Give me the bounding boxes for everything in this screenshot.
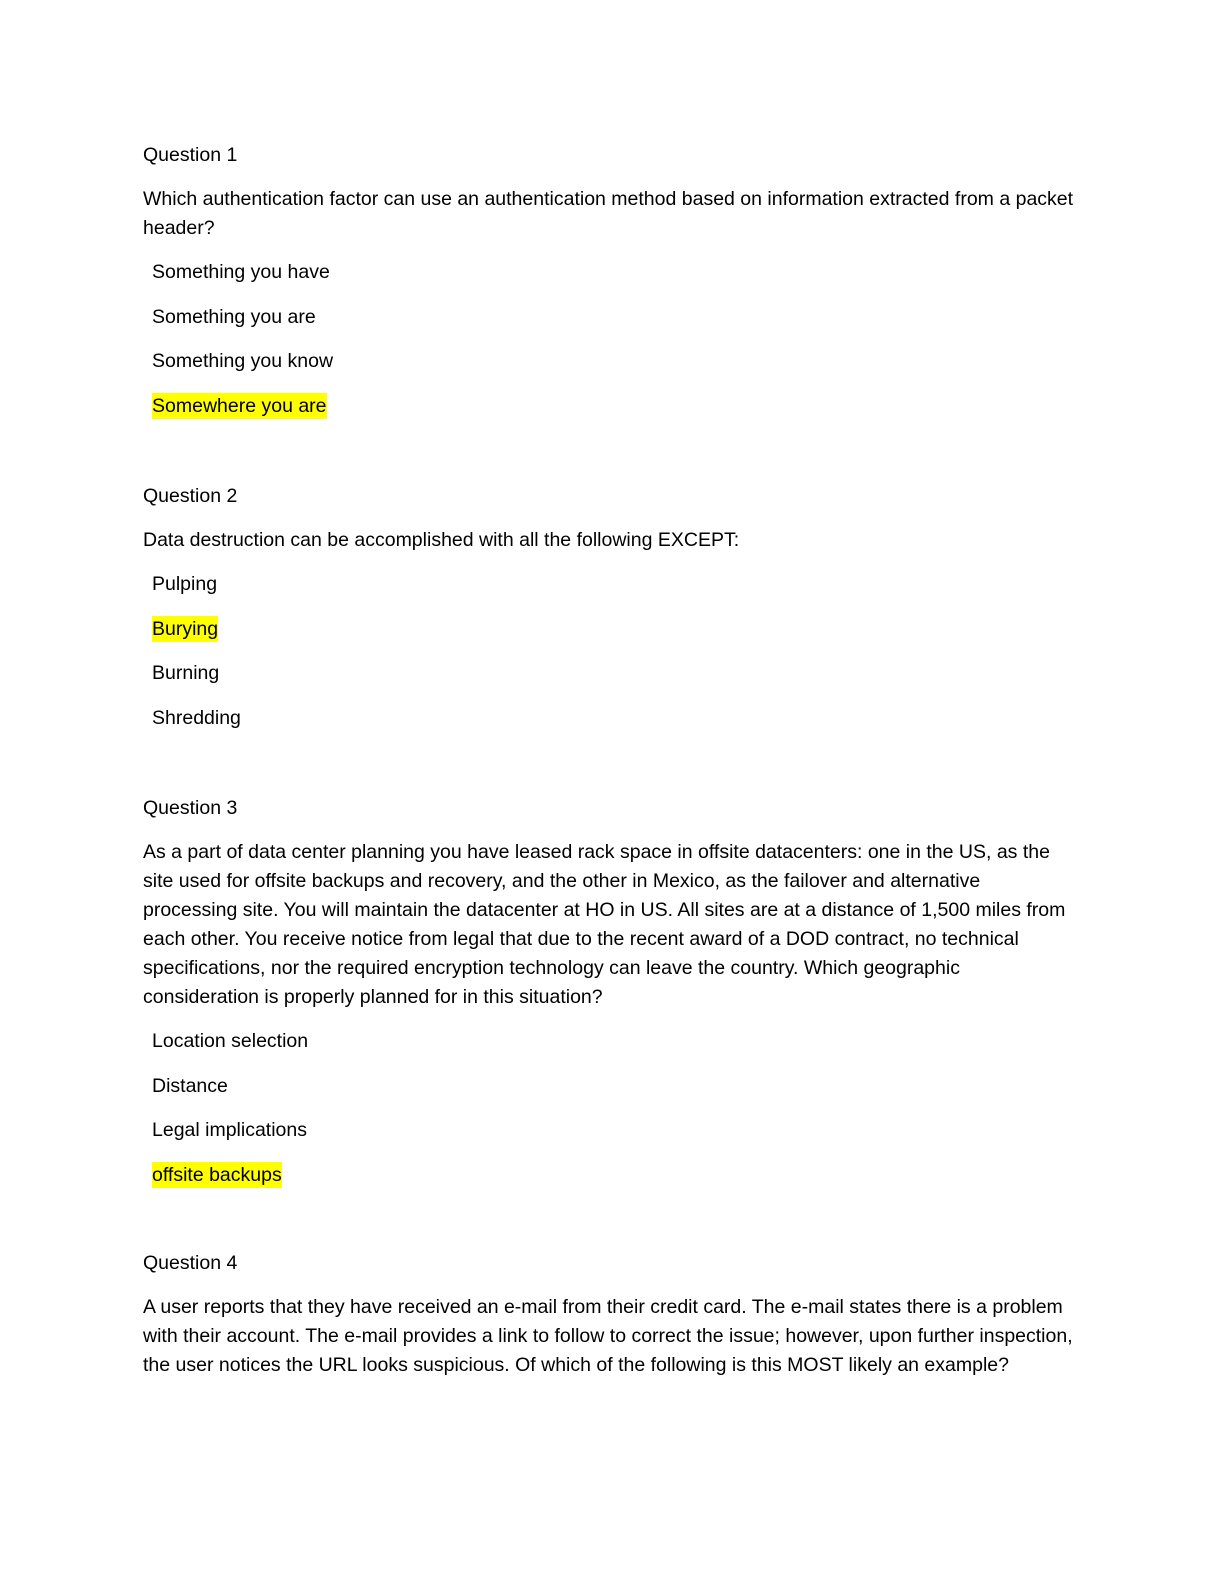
question-title: Question 1 bbox=[143, 144, 238, 166]
answer-option-label: Legal implications bbox=[152, 1119, 308, 1141]
question-text: A user reports that they have received an e-mail from their credit card. The e-mail states there is a problem with their account. The e-mail provides a link to follow to correct the issue; however, upon further inspection, the user notices the URL looks suspicious. Of which of the following is this MOST likely an example? bbox=[143, 1296, 1073, 1376]
answer-options bbox=[143, 1027, 1078, 1190]
answer-option-highlighted bbox=[143, 1161, 1078, 1190]
answer-option-label: Pulping bbox=[152, 573, 218, 595]
answer-option bbox=[143, 704, 1078, 733]
answer-option bbox=[143, 570, 1078, 599]
answer-option bbox=[143, 303, 1078, 332]
answer-option bbox=[143, 258, 1078, 287]
answer-option-label: Something you have bbox=[152, 261, 330, 283]
answer-option-label: Burying bbox=[152, 617, 219, 640]
question-text: Data destruction can be accomplished with all the following EXCEPT: bbox=[143, 529, 740, 551]
answer-option bbox=[143, 1072, 1078, 1101]
answer-option-label: Shredding bbox=[152, 706, 241, 729]
question-4 bbox=[143, 1249, 1078, 1380]
question-text: Which authentication factor can use an authentication method based on information extracted from a packet header? bbox=[143, 188, 1074, 239]
question-3 bbox=[143, 794, 1078, 1205]
answer-option-label: offsite backups bbox=[152, 1163, 282, 1186]
answer-option-label: Something you know bbox=[152, 350, 334, 372]
question-title: Question 4 bbox=[143, 1252, 238, 1274]
question-title: Question 3 bbox=[143, 797, 238, 819]
answer-option bbox=[143, 1116, 1078, 1145]
answer-option-label: Something you are bbox=[152, 305, 316, 328]
answer-option bbox=[143, 347, 1078, 376]
answer-option-label: Distance bbox=[152, 1074, 228, 1097]
answer-option-highlighted bbox=[143, 615, 1078, 644]
answer-option-highlighted bbox=[143, 392, 1078, 421]
answer-option bbox=[143, 659, 1078, 688]
question-title: Question 2 bbox=[143, 485, 238, 507]
answer-option-label: Somewhere you are bbox=[152, 394, 327, 417]
question-2 bbox=[143, 482, 1078, 748]
answer-options bbox=[143, 258, 1078, 421]
answer-options bbox=[143, 570, 1078, 733]
answer-option-label: Location selection bbox=[152, 1030, 309, 1052]
question-text: As a part of data center planning you have leased rack space in offsite datacenters: one in the US, as the site used for offsite backups and recovery, and the other in Mexico, as the failover and alternative processing site. You will maintain the datacenter at HO in US. All sites are at a distance of 1,500 miles from each other. You receive notice from legal that due to the recent award of a DOD contract, no technical specifications, nor the required encryption technology can leave the country. Which geographic consideration is properly planned for in this situation? bbox=[143, 841, 1066, 1008]
answer-option-label: Burning bbox=[152, 662, 220, 684]
question-1 bbox=[143, 141, 1078, 436]
answer-option bbox=[143, 1027, 1078, 1056]
